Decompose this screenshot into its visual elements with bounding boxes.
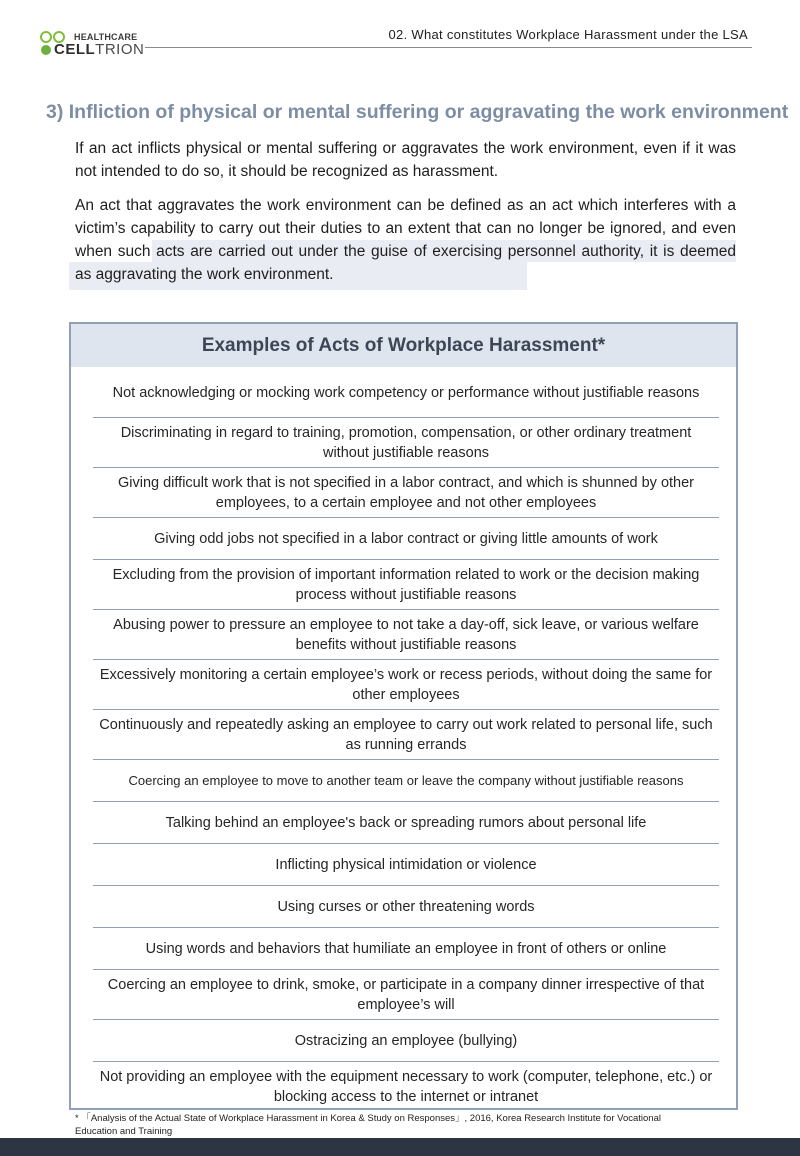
table-row: Discriminating in regard to training, promotion, compensation, or other ordinary treatment without justifiable reasons bbox=[93, 418, 719, 468]
table-row: Excessively monitoring a certain employee’s work or recess periods, without doing the same for other employees bbox=[93, 660, 719, 710]
section-heading: 3) Infliction of physical or mental suffering or aggravating the work environment bbox=[46, 101, 789, 123]
table-row: Inflicting physical intimidation or violence bbox=[93, 844, 719, 886]
table-row: Coercing an employee to drink, smoke, or participate in a company dinner irrespective of that employee’s will bbox=[93, 970, 719, 1020]
paragraph-aggravation: An act that aggravates the work environment can be defined as an act which interferes with a victim’s capability to carry out their duties to an extent that can no longer be ignored, and even when such acts are carried out under the guise of exercising personnel authority, it is deemed as aggravating the work environment. bbox=[75, 197, 736, 283]
table-row: Ostracizing an employee (bullying) bbox=[93, 1020, 719, 1062]
footnote: * 「Analysis of the Actual State of Workplace Harassment in Korea & Study on Responses」, 2016, Korea Research Institute for Vocational Education and Training bbox=[75, 1113, 661, 1137]
table-row: Using words and behaviors that humiliate an employee in front of others or online bbox=[93, 928, 719, 970]
table-row: Talking behind an employee's back or spreading rumors about personal life bbox=[93, 802, 719, 844]
examples-list bbox=[93, 368, 719, 1112]
paragraph-definition: If an act inflicts physical or mental suffering or aggravates the work environment, even if it was not intended to do so, it should be recognized as harassment. bbox=[75, 140, 736, 180]
table-row: Abusing power to pressure an employee to not take a day-off, sick leave, or various welfare benefits without justifiable reasons bbox=[93, 610, 719, 660]
examples-table-title: Examples of Acts of Workplace Harassment* bbox=[201, 334, 606, 356]
table-row: Continuously and repeatedly asking an employee to carry out work related to personal life, such as running errands bbox=[93, 710, 719, 760]
header-divider bbox=[145, 47, 752, 48]
table-row: Not providing an employee with the equipment necessary to work (computer, telephone, etc.) or blocking access to the internet or intranet bbox=[99, 1069, 713, 1105]
chapter-title: 02. What constitutes Workplace Harassment under the LSA bbox=[388, 27, 748, 42]
examples-table bbox=[69, 322, 738, 1110]
table-row: Giving difficult work that is not specified in a labor contract, and which is shunned by other employees, to a certain employee and not other employees bbox=[93, 468, 719, 518]
logo-healthcare-text: HEALTHCARE bbox=[74, 32, 138, 42]
examples-table-header bbox=[71, 324, 736, 367]
page-bottom-bar bbox=[0, 1138, 800, 1156]
logo-wordmark: CELLTRION bbox=[54, 41, 145, 58]
table-row: Using curses or other threatening words bbox=[93, 886, 719, 928]
celltrion-logo bbox=[40, 30, 150, 58]
table-row: Excluding from the provision of important information related to work or the decision making process without justifiable reasons bbox=[93, 560, 719, 610]
table-row: Giving odd jobs not specified in a labor contract or giving little amounts of work bbox=[93, 518, 719, 560]
table-row: Not acknowledging or mocking work competency or performance without justifiable reasons bbox=[93, 368, 719, 418]
table-row: Coercing an employee to move to another team or leave the company without justifiable reasons bbox=[93, 760, 719, 802]
